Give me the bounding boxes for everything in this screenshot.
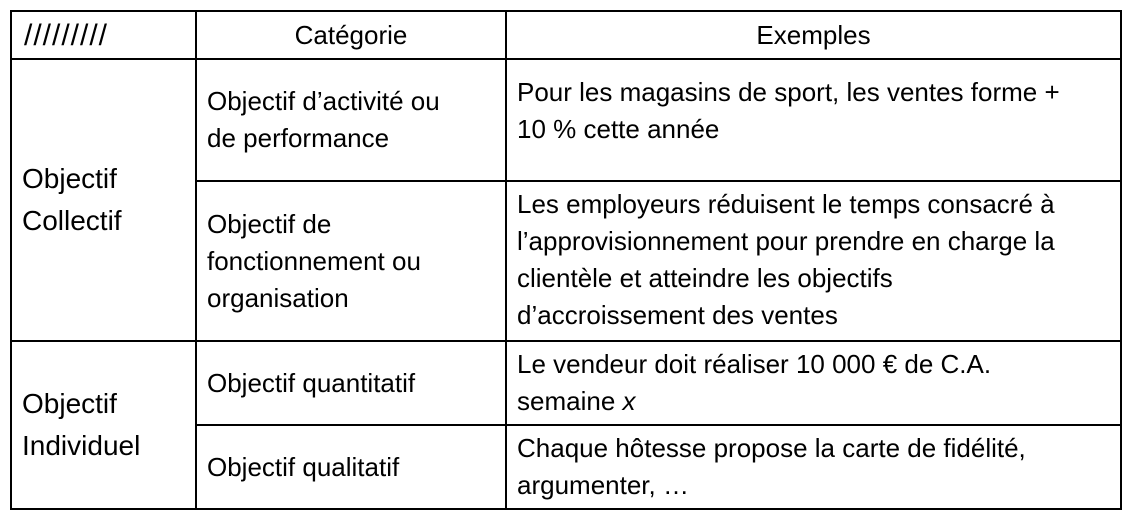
example-line: argumenter, … <box>517 470 689 500</box>
group-label-line: Objectif <box>22 388 117 419</box>
group-label-individuel <box>11 341 196 509</box>
example-variable: x <box>622 386 636 416</box>
group-label-line: Objectif <box>22 163 117 194</box>
category-line: Objectif quantitatif <box>207 367 416 398</box>
example-cell <box>506 341 1121 425</box>
category-line: Objectif qualitatif <box>207 451 400 482</box>
category-cell <box>196 59 506 181</box>
objectives-table <box>10 10 1122 510</box>
example-cell <box>506 425 1121 509</box>
example-line: Pour les magasins de sport, les ventes forme + <box>517 77 1060 107</box>
example-line: Les employeurs réduisent le temps consacré à <box>517 189 1055 219</box>
example-cell <box>506 181 1121 341</box>
category-cell <box>196 425 506 509</box>
example-line: clientèle et atteindre les objectifs <box>517 263 893 293</box>
header-category: Catégorie <box>196 11 506 59</box>
example-line: Chaque hôtesse propose la carte de fidélité, <box>517 433 1026 463</box>
example-line: l’approvisionnement pour prendre en charge la <box>517 226 1055 256</box>
example-line: d’accroissement des ventes <box>517 300 838 330</box>
example-line: semaine <box>517 386 616 416</box>
group-label-collectif <box>11 59 196 341</box>
category-line: Objectif de <box>207 208 332 239</box>
category-line: de performance <box>207 123 390 153</box>
example-cell <box>506 59 1121 181</box>
header-examples: Exemples <box>506 11 1121 59</box>
group-label-line: Collectif <box>22 205 122 236</box>
category-cell <box>196 181 506 341</box>
table-row <box>11 59 1121 181</box>
category-line: fonctionnement ou <box>207 245 421 276</box>
table-row <box>11 341 1121 425</box>
category-line: organisation <box>207 282 349 313</box>
header-row <box>11 11 1121 59</box>
header-corner-cell: ///////// <box>11 11 196 59</box>
category-cell <box>196 341 506 425</box>
example-line: 10 % cette année <box>517 114 720 144</box>
example-line: Le vendeur doit réaliser 10 000 € de C.A. <box>517 349 992 379</box>
category-line: Objectif d’activité ou <box>207 86 440 116</box>
group-label-line: Individuel <box>22 430 141 461</box>
